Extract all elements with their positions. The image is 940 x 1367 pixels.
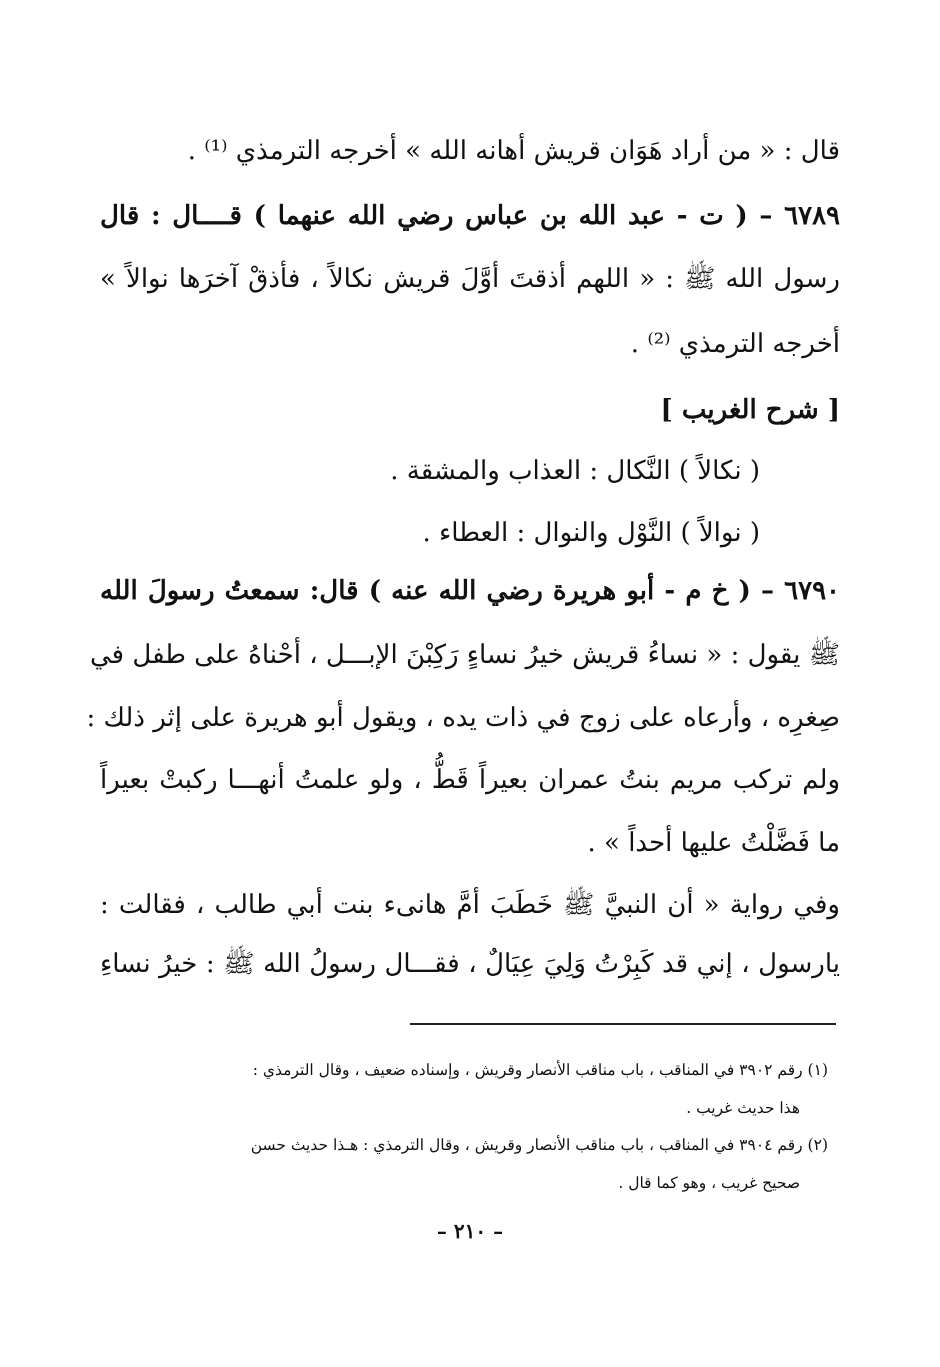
page-number: – ٢١٠ – (436, 1219, 504, 1243)
footnote-separator (410, 1023, 836, 1025)
footnote-2-line-2: صحيح غريب ، وهو كما قال . (618, 1174, 800, 1192)
text-line-4: أخرجه الترمذي ⁽²⁾ . (630, 329, 840, 359)
text-line-1: قال : « من أراد هَوَان قريش أهانه الله » أخرجه الترمذي ⁽¹⁾ . (187, 136, 840, 166)
text-line-9: ﷺ يقول : « نساءُ قريش خيرُ نساءٍ رَكِبْنَ الإبـــل ، أحْناهُ على طفل في (90, 640, 840, 670)
footnote-1-line-1: (١) رقم ٣٩٠٢ في المناقب ، باب مناقب الأنصار وقريش ، وإسناده ضعيف ، وقال الترمذي : (252, 1061, 828, 1079)
text-line-11: ولم تركب مريم بنتُ عمران بعيراً قَطُّ ، ولو علمتُ أنهـــا ركبتْ بعيراً (100, 765, 840, 795)
hadith-6790-text: ٦٧٩٠ – ( خ م - أبو هريرة رضي الله عنه ) قال: سمعتُ رسولَ الله (100, 576, 840, 606)
glossary-item-nawal: ( نوالاً ) النَّوْل والنوال : العطاء . (422, 518, 760, 548)
text-line-10: صِغرِه ، وأرعاه على زوج في ذات يده ، ويقول أبو هريرة على إثر ذلك : (86, 703, 840, 733)
hadith-6789-heading (100, 196, 840, 236)
hadith-6790-heading (100, 571, 840, 611)
glossary-item-nakal: ( نكالاً ) النَّكال : العذاب والمشقة . (390, 456, 760, 486)
text-line-3: رسول الله ﷺ : « اللهم أذقتَ أوَّلَ قريش نكالاً ، فأذقْ آخرَها نوالاً » (100, 264, 840, 294)
text-line-13: وفي رواية « أن النبيَّ ﷺ خَطَبَ أمَّ هانىء بنت أبي طالب ، فقالت : (100, 890, 840, 920)
glossary-heading: [ شرح الغريب ] (660, 395, 840, 425)
text-line-14: يارسول ، إني قد كَبِرْتُ وَلِيَ عِيَالٌ ، فقـــال رسولُ الله ﷺ : خيرُ نساءِ (100, 949, 840, 979)
text-line-12: ما فَضَّلْتُ عليها أحداً » . (587, 828, 840, 858)
footnote-2-line-1: (٢) رقم ٣٩٠٤ في المناقب ، باب مناقب الأنصار وقريش ، وقال الترمذي : هـذا حديث حسن (250, 1136, 828, 1154)
hadith-6789-text: ٦٧٨٩ – ( ت - عبد الله بن عباس رضي الله عنهما ) قــــال : قال (100, 201, 840, 231)
footnote-1-line-2: هذا حديث غريب . (686, 1099, 800, 1117)
